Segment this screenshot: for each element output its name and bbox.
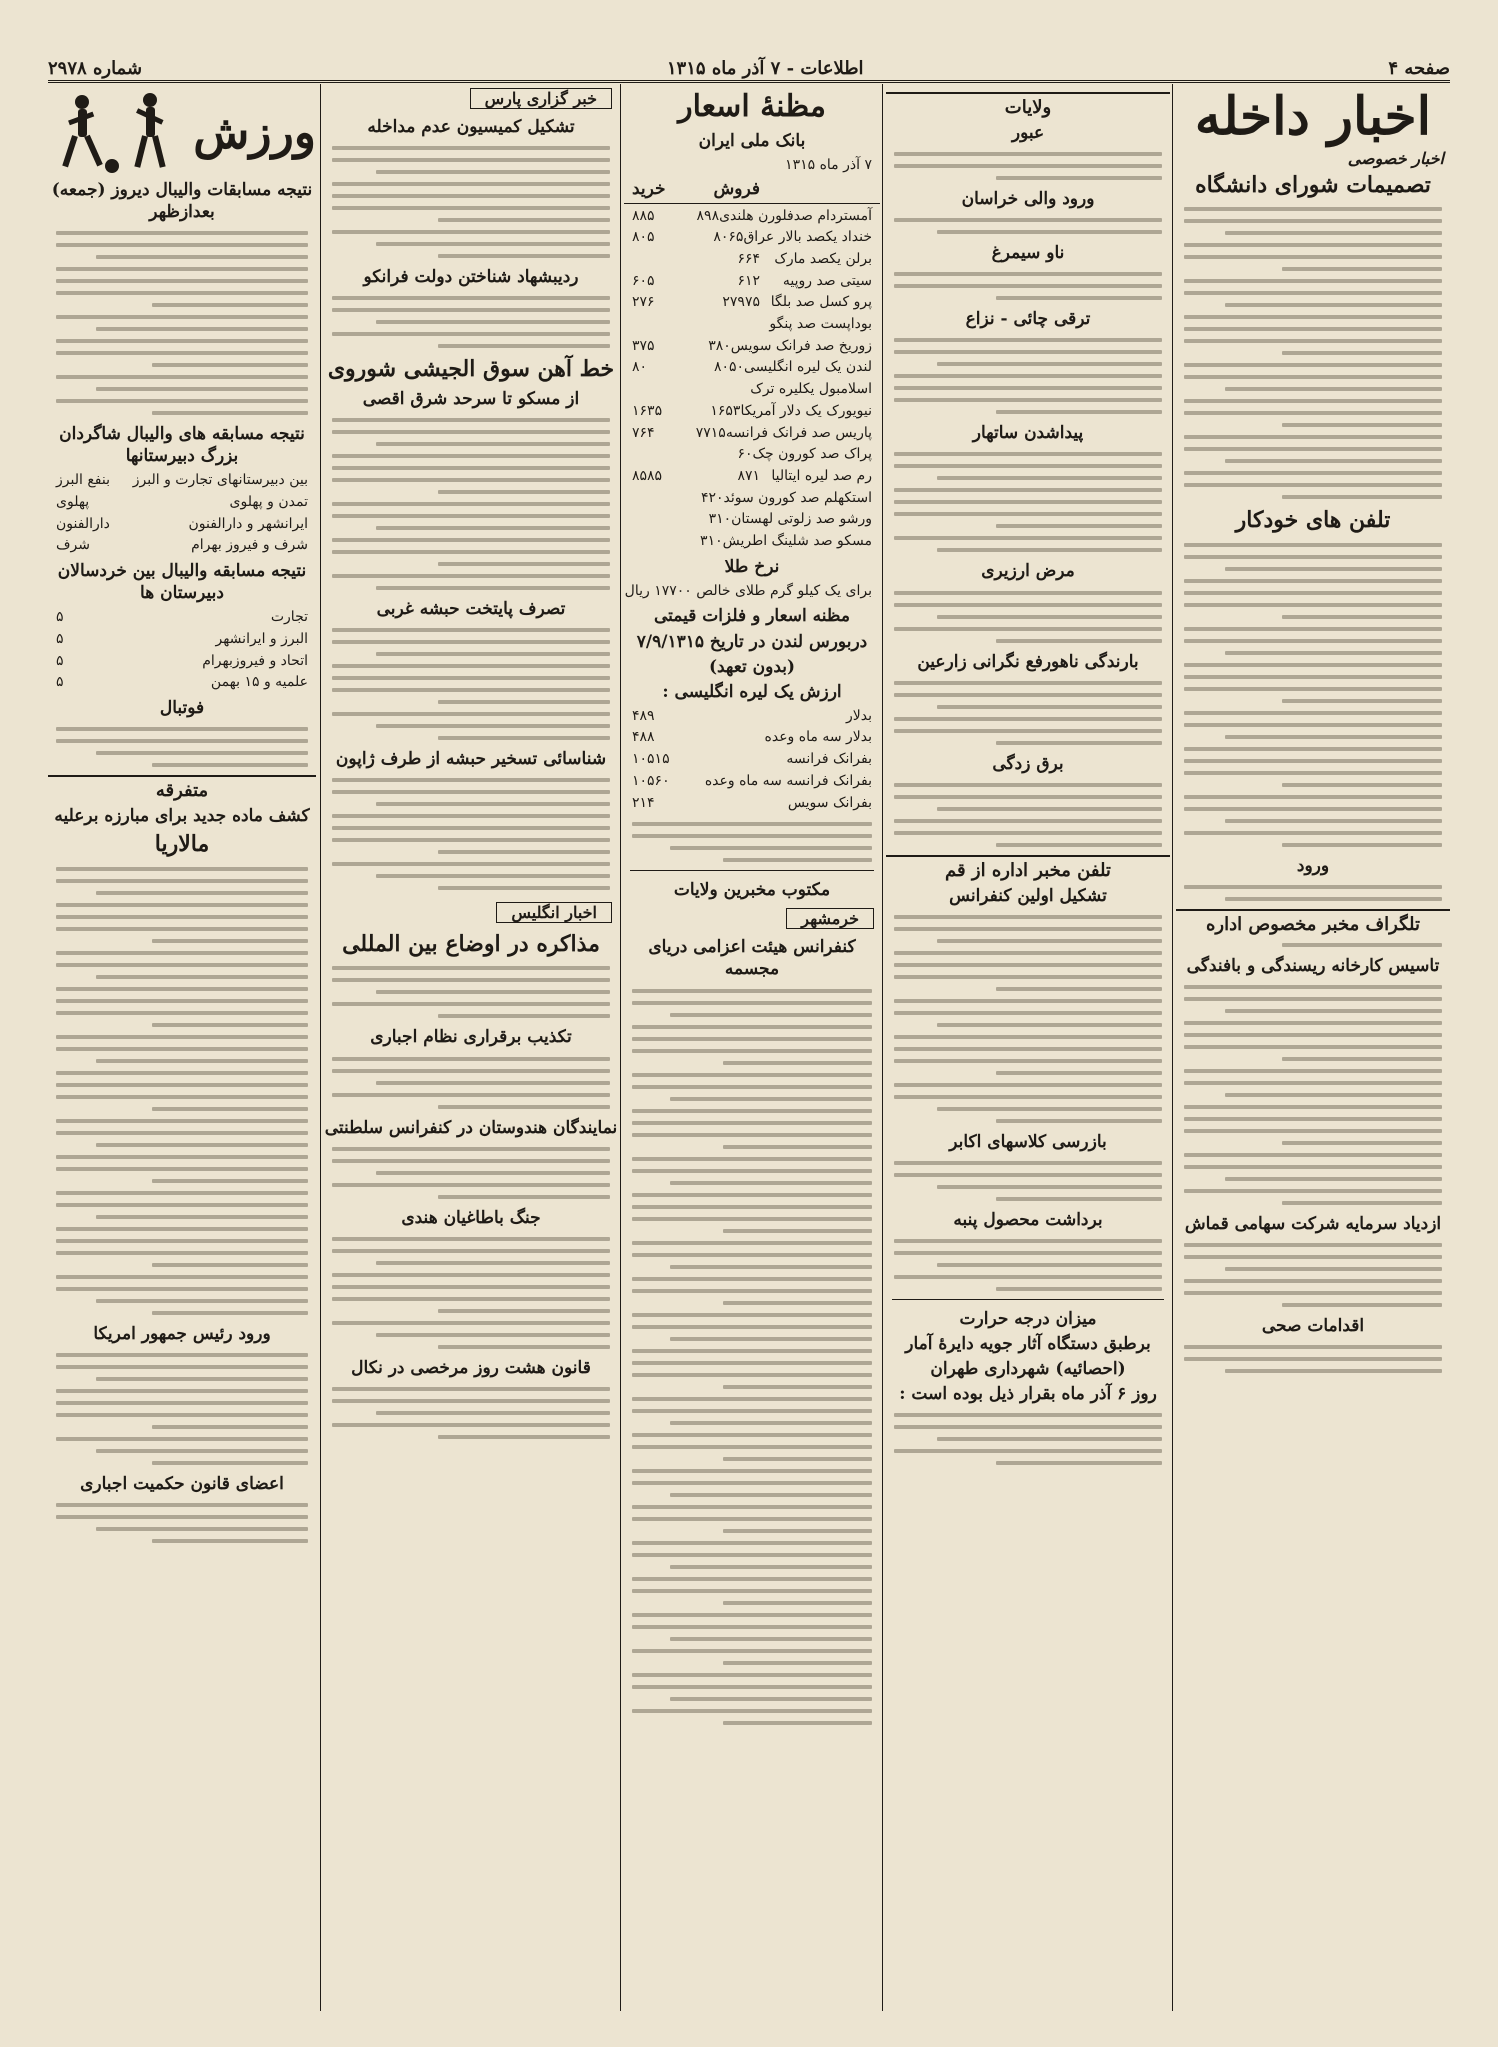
table-cell: ۳۷۵ xyxy=(632,337,655,354)
telephone-section: تلفن مخبر اداره از قم xyxy=(886,855,1170,881)
headline: بارندگی ناهورفع نگرانی زارعین xyxy=(917,651,1139,672)
article-text xyxy=(624,989,880,1725)
article-text xyxy=(324,1237,618,1349)
london-heading: مظنه اسعار و فلزات قیمتی xyxy=(654,606,850,627)
article-text xyxy=(886,452,1170,552)
reports-section: مکتوب مخبرین ولایات xyxy=(673,880,831,901)
table-cell: آمستردام صدفلورن هلندی xyxy=(719,207,872,224)
rates-table xyxy=(624,206,880,553)
article-text xyxy=(324,418,618,590)
table-row xyxy=(48,629,316,651)
table-row xyxy=(48,514,316,536)
headline: تشکیل اولین کنفرانس xyxy=(949,885,1107,906)
table-cell: مسکو صد شلینگ اطریش xyxy=(722,532,872,549)
table-cell: ۸۰۵ xyxy=(632,229,655,246)
column-provinces xyxy=(886,84,1170,2011)
table-cell: تمدن و پهلوی xyxy=(229,494,308,511)
london-table xyxy=(624,706,880,814)
headline: نتیجه مسابقات والیبال دیروز (جمعه) بعدازظهر xyxy=(51,180,313,223)
table-cell xyxy=(632,379,691,401)
headline: نمایندگان هندوستان در کنفرانس سلطنتی xyxy=(324,1117,618,1138)
article-text xyxy=(886,783,1170,847)
london-subheading: دربورس لندن در تاریخ ۷/۹/۱۳۱۵ xyxy=(636,631,868,652)
headline: عبور xyxy=(1011,123,1045,143)
table-row xyxy=(624,423,880,445)
headline: ورود xyxy=(1296,855,1330,876)
table-cell: شرف و فیروز بهرام xyxy=(191,537,308,554)
girls-table xyxy=(48,607,316,694)
headline: برق زدگی xyxy=(992,753,1064,774)
table-cell: ۸۹۸ xyxy=(696,207,720,224)
table-row xyxy=(624,401,880,423)
rates-table-header: فروش خرید xyxy=(624,176,880,203)
table-row xyxy=(624,488,880,510)
table-row xyxy=(624,379,880,401)
misc-section: متفرقه xyxy=(48,775,316,801)
table-cell: ۶۱۲ xyxy=(737,272,760,289)
article-text xyxy=(48,231,316,415)
table-cell: زوریخ صد فرانک سویس xyxy=(730,337,872,354)
column-rates xyxy=(624,84,880,2011)
table-cell: بفرانک فرانسه xyxy=(786,751,872,768)
table-cell: ۱۰۵۱۵ xyxy=(632,751,670,768)
column-rule xyxy=(620,84,621,2011)
table-cell: بفرانک فرانسه سه ماه وعده xyxy=(704,772,872,789)
headline: خط آهن سوق الجیشی شوروی xyxy=(327,356,615,383)
article-text xyxy=(886,338,1170,414)
city-label: خرمشهر xyxy=(786,908,874,929)
headline: جنگ باطاغیان هندی xyxy=(401,1207,541,1228)
table-cell: پهلوی xyxy=(56,494,90,511)
headline: تاسیس کارخانه ریسندگی و بافندگی xyxy=(1186,955,1440,976)
table-cell: ۵ xyxy=(56,609,64,626)
headline: اعضای قانون حکمیت اجباری xyxy=(80,1473,284,1494)
article-text xyxy=(48,1503,316,1543)
table-row xyxy=(624,706,880,728)
headline: تلفن های خودکار xyxy=(1235,507,1391,534)
weather-title: میزان درجه حرارت xyxy=(959,1309,1097,1330)
table-row xyxy=(48,492,316,514)
table-cell: ۸۰ xyxy=(632,359,648,376)
headline: مرض ارزیری xyxy=(981,561,1075,582)
sport-title: ورزش xyxy=(193,104,316,159)
headline: کنفرانس هیئت اعزامی دریای مجسمه xyxy=(648,937,856,980)
table-cell: نیویورک یک دلار آمریکا xyxy=(740,402,872,419)
table-cell: ۴۸۸ xyxy=(632,729,655,746)
article-text xyxy=(886,1239,1170,1291)
table-row xyxy=(48,651,316,673)
table-row xyxy=(624,357,880,379)
article-text xyxy=(324,1147,618,1199)
table-cell: بوداپست صد پنگو xyxy=(769,316,872,333)
match-table xyxy=(48,492,316,557)
table-row xyxy=(48,607,316,629)
column-rule xyxy=(320,84,321,2011)
table-row xyxy=(624,292,880,314)
table-cell: ۴۸۹ xyxy=(632,707,655,724)
article-text xyxy=(48,1353,316,1465)
table-cell: بدلار xyxy=(846,707,872,724)
table-row xyxy=(624,771,880,793)
rule xyxy=(630,870,874,871)
column-domestic xyxy=(1176,84,1450,2011)
headline: تصمیمات شورای دانشگاه xyxy=(1195,171,1431,198)
table-cell xyxy=(696,314,760,336)
athletes-icon xyxy=(54,88,184,176)
headline: بازرسی کلاسهای اکابر xyxy=(949,1131,1107,1152)
article-text xyxy=(48,727,316,767)
table-cell: ۵ xyxy=(56,631,64,647)
article-text xyxy=(1176,885,1450,901)
table-cell: اتحاد و فیروزبهرام xyxy=(202,652,308,669)
page-label: صفحه ۴ xyxy=(1388,57,1450,79)
table-cell: تجارت xyxy=(270,609,308,626)
table-cell: رم صد لیره ایتالیا xyxy=(771,467,872,484)
table-cell xyxy=(632,249,696,271)
table-cell xyxy=(632,314,696,336)
table-cell: پرو کسل صد بلگا xyxy=(770,294,872,311)
article-text xyxy=(886,152,1170,180)
article-text xyxy=(324,966,618,1018)
article-text xyxy=(886,272,1170,300)
article-text xyxy=(324,296,618,348)
table-row xyxy=(624,793,880,815)
table-row xyxy=(624,314,880,336)
article-text xyxy=(886,218,1170,234)
table-row xyxy=(624,227,880,249)
headline: از مسکو تا سرحد شرق اقصی xyxy=(362,388,580,409)
table-cell: ورشو صد زلوتی لهستان xyxy=(731,511,872,528)
table-row xyxy=(624,336,880,358)
article-text xyxy=(1176,543,1450,847)
table-cell: علمیه و ۱۵ بهمن xyxy=(210,674,308,691)
table-row xyxy=(624,444,880,466)
table-cell: ۴۲۰ xyxy=(700,489,724,506)
table-cell: ۷۷۱۵ xyxy=(695,424,726,441)
headline: مذاکره در اوضاع بین المللی xyxy=(342,930,600,957)
table-cell: ۶۰۵ xyxy=(632,272,655,289)
article-text xyxy=(886,1413,1170,1465)
table-cell: ۸۰۶۵ xyxy=(713,229,744,246)
table-cell: ۷۶۴ xyxy=(632,424,655,441)
table-row xyxy=(624,749,880,771)
table-row xyxy=(624,249,880,271)
headline: فوتبال xyxy=(159,698,205,719)
article-text xyxy=(886,1161,1170,1201)
table-cell: پاریس صد فرانک فرانسه xyxy=(725,424,872,441)
table-cell: ۲۷۶ xyxy=(632,294,655,311)
headline: ورود رئیس جمهور امریکا xyxy=(93,1323,271,1344)
table-cell: ۸۵۸۵ xyxy=(632,467,663,484)
table-row xyxy=(624,727,880,749)
table-cell xyxy=(691,379,750,401)
rates-title: مظنهٔ اسعار xyxy=(678,89,826,124)
table-cell: ۵ xyxy=(56,674,64,691)
column-sport xyxy=(48,84,316,2011)
table-cell xyxy=(632,488,678,510)
table-cell: پراک صد کورون چک xyxy=(752,446,872,463)
table-cell: ۱۶۳۵ xyxy=(632,402,663,419)
provinces-section: ولایات xyxy=(886,92,1170,118)
table-cell: دارالفنون xyxy=(56,515,110,532)
gold-line: برای یک کیلو گرم طلای خالص ۱۷۷۰۰ ریال xyxy=(624,582,872,599)
table-row xyxy=(624,466,880,488)
table-cell: ۱۶۵۳ xyxy=(710,402,741,419)
table-cell: شرف xyxy=(56,537,90,554)
article-text xyxy=(886,915,1170,1123)
table-row xyxy=(48,672,316,694)
sport-header xyxy=(48,84,316,176)
table-row xyxy=(624,531,880,553)
table-cell: خنداد یکصد بالار عراق xyxy=(743,229,872,246)
issue-label: شماره ۲۹۷۸ xyxy=(48,57,143,79)
table-cell: ۳۱۰ xyxy=(700,532,723,549)
table-cell xyxy=(632,444,692,466)
table-row xyxy=(624,206,880,228)
table-cell: ۳۸۰ xyxy=(708,337,731,354)
headline: ورود والی خراسان xyxy=(961,189,1095,210)
article-text xyxy=(324,1387,618,1439)
agency-label: اخبار انگلیس xyxy=(496,902,612,923)
headline: مالاریا xyxy=(154,831,210,858)
table-cell: ۸۸۵ xyxy=(632,207,655,224)
table-cell: ۶۶۴ xyxy=(737,251,760,267)
headline: برداشت محصول پنبه xyxy=(953,1209,1103,1230)
table-cell: لندن یک لیره انگلیسی xyxy=(744,359,872,376)
table-cell: اسلامبول یکلیره ترک xyxy=(750,381,872,398)
headline: قانون هشت روز مرخصی در نکال xyxy=(351,1357,591,1378)
table-cell: ۵ xyxy=(56,652,64,669)
rates-subtitle: بانک ملی ایران xyxy=(698,130,806,151)
column-world xyxy=(324,84,618,2011)
headline: تکذیب برقراری نظام اجباری xyxy=(370,1027,572,1048)
article-text xyxy=(886,591,1170,643)
weather-subtitle: برطبق دستگاه آثار جویه دایرهٔ آمار xyxy=(905,1334,1151,1355)
article-text xyxy=(48,867,316,1315)
table-row xyxy=(624,509,880,531)
domestic-title: اخبار داخله xyxy=(1194,86,1432,147)
article-text xyxy=(1176,207,1450,499)
table-row xyxy=(624,271,880,293)
table-row xyxy=(48,535,316,557)
headline: نتیجه مسابقه والیبال بین خردسالان دبیرستان ها xyxy=(57,561,307,604)
article-text xyxy=(1176,943,1450,947)
telegraph-section: تلگراف مخبر مخصوص اداره xyxy=(1176,909,1450,935)
table-cell: ۱۰۵۶۰ xyxy=(632,772,670,789)
headline: ترقی چائی - نزاع xyxy=(965,309,1091,330)
article-text xyxy=(324,778,618,890)
gold-heading: نرخ طلا xyxy=(724,556,780,577)
table-cell: بفرانک سویس xyxy=(787,794,872,811)
table-cell: استکهلم صد کورون سوئد xyxy=(723,489,872,506)
table-cell: ۲۱۴ xyxy=(632,794,655,811)
domestic-kicker: اخبار خصوصی xyxy=(1347,148,1444,168)
headline: پیداشدن ساتهار xyxy=(972,423,1084,444)
article-text xyxy=(324,146,618,258)
table-cell: ۳۱۰ xyxy=(708,511,732,528)
table-cell: بدلار سه ماه وعده xyxy=(764,729,872,746)
article-text xyxy=(624,822,880,862)
masthead xyxy=(48,56,1450,83)
headline: تصرف پایتخت حبشه غربی xyxy=(376,598,566,619)
paper-date: اطلاعات - ۷ آذر ماه ۱۳۱۵ xyxy=(666,57,864,79)
table-cell: ۶۰ xyxy=(737,446,753,463)
table-cell xyxy=(632,531,677,553)
weather-subtitle: (احصائیه) شهرداری طهران xyxy=(930,1359,1126,1380)
table-cell: سیتی صد روپیه xyxy=(782,272,872,289)
table-cell: ۸۷۱ xyxy=(737,467,760,484)
headline: تشکیل کمیسیون عدم مداخله xyxy=(367,117,575,137)
article-text xyxy=(1176,1345,1450,1373)
headline: شناسائی تسخیر حبشه از طرف ژاپون xyxy=(335,748,607,769)
rule xyxy=(892,1299,1164,1300)
weather-subtitle: روز ۶ آذر ماه بقرار ذیل بوده است : xyxy=(899,1384,1157,1405)
table-cell: ۸۰۵۰ xyxy=(713,359,745,376)
table-cell: ۲۷۹۷۵ xyxy=(722,294,760,311)
headline: نتیجه مسابقه های والیبال شاگردان بزرگ دبیرستانها xyxy=(59,424,305,467)
column-rule xyxy=(882,84,883,2011)
article-text xyxy=(1176,985,1450,1205)
headline: اقدامات صحی xyxy=(1261,1315,1365,1336)
headline: ناو سیمرغ xyxy=(991,243,1065,264)
london-note: (بدون تعهد) xyxy=(708,656,796,677)
article-text xyxy=(1176,1243,1450,1307)
rates-date: ۷ آذر ماه ۱۳۱۵ xyxy=(785,156,872,173)
table-cell: برلن یکصد مارک xyxy=(774,251,872,267)
headline: ازدیاد سرمایه شرکت سهامی قماش xyxy=(1184,1213,1442,1234)
column-rule xyxy=(1172,84,1173,2011)
table-cell xyxy=(632,509,682,531)
table-cell: ایرانشهر و دارالفنون xyxy=(188,515,308,532)
article-text xyxy=(324,628,618,740)
article-text xyxy=(324,1057,618,1109)
table-cell: البرز و ایرانشهر xyxy=(215,631,308,647)
article-text xyxy=(886,681,1170,745)
agency-label: خبر گزاری پارس xyxy=(470,88,612,109)
table-header: بین دبیرستانهای تجارت و البرز بنفع البرز xyxy=(56,472,308,489)
headline: ردیبشهاد شناختن دولت فرانکو xyxy=(363,267,579,288)
london-value: ارزش یک لیره انگلیسی : xyxy=(662,681,842,702)
headline: کشف ماده جدید برای مبارزه برعلیه xyxy=(54,806,310,827)
